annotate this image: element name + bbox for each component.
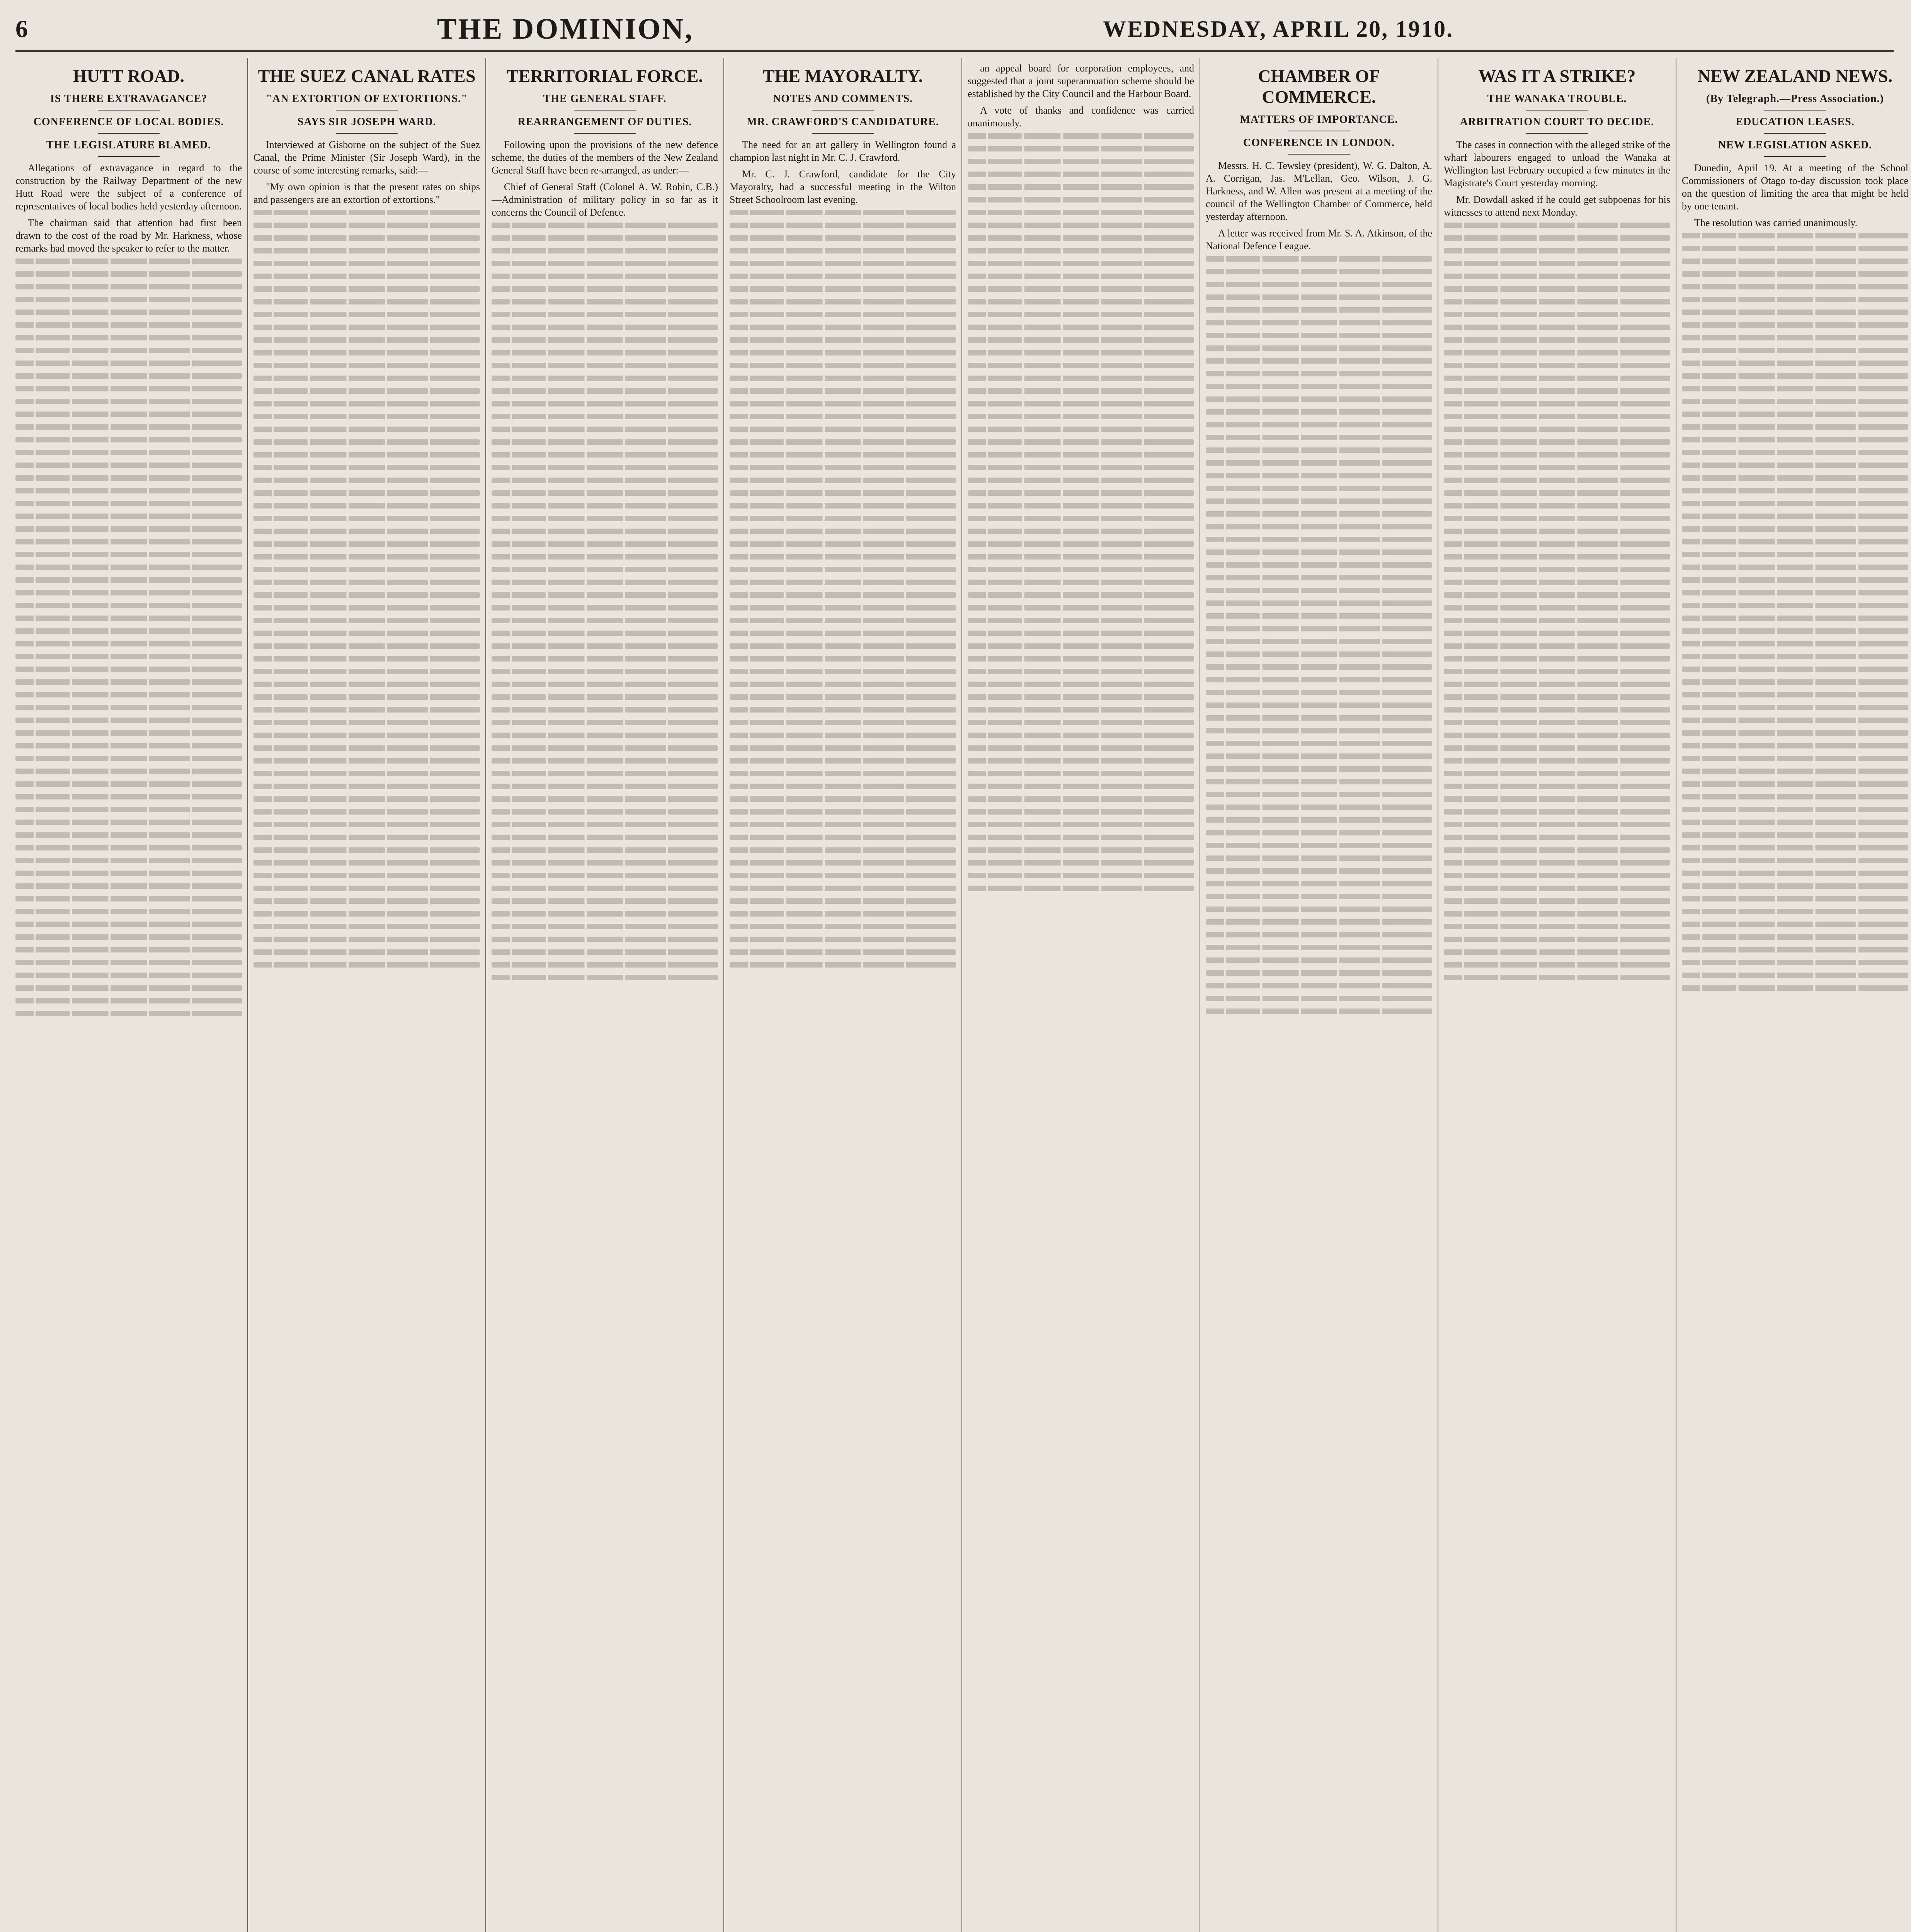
article-subhead: THE GENERAL STAFF. <box>543 93 667 105</box>
column-4 <box>730 62 956 1932</box>
article-headline: WAS IT A STRIKE? <box>1478 66 1636 86</box>
divider <box>1526 110 1588 111</box>
article-subhead: CONFERENCE OF LOCAL BODIES. <box>33 116 224 128</box>
column-7 <box>1444 62 1670 1932</box>
article-headline: THE MAYORALTY. <box>762 66 923 86</box>
article-headline: TERRITORIAL FORCE. <box>507 66 703 86</box>
article-text-block <box>1206 256 1432 1932</box>
column-6 <box>1206 62 1432 1932</box>
issue-date: WEDNESDAY, APRIL 20, 1910. <box>1103 16 1454 42</box>
article-subhead: MR. CRAWFORD'S CANDIDATURE. <box>747 116 939 128</box>
article-subhead: REARRANGEMENT OF DUTIES. <box>517 116 692 128</box>
column-8 <box>1682 62 1908 1932</box>
divider <box>1526 133 1588 134</box>
article-text-block <box>15 259 242 1932</box>
article-text-block <box>492 223 718 1932</box>
article-paragraph: Chief of General Staff (Colonel A. W. Robin, C.B.)—Administration of military policy in so far as it concerns the Council of Defence. <box>492 181 718 218</box>
divider <box>336 133 398 134</box>
column-rule <box>723 58 724 1932</box>
article-subhead: THE WANAKA TROUBLE. <box>1487 93 1627 105</box>
article-paragraph: "My own opinion is that the present rates on ships and passengers are an extortion of extortions." <box>254 181 480 205</box>
masthead <box>15 8 1894 52</box>
article-paragraph: Following upon the provisions of the new defence scheme, the duties of the members of the New Zealand General Staff have been re-arranged, as under:— <box>492 139 718 176</box>
article-subhead: EDUCATION LEASES. <box>1736 116 1855 128</box>
divider <box>812 133 874 134</box>
divider <box>336 110 398 111</box>
column-rule <box>485 58 486 1932</box>
article-subhead: MATTERS OF IMPORTANCE. <box>1240 114 1398 126</box>
column-1 <box>15 62 242 1932</box>
page-number: 6 <box>15 15 28 43</box>
column-5 <box>968 62 1194 1932</box>
article-paragraph: A vote of thanks and confidence was carried unanimously. <box>968 105 1194 129</box>
column-2 <box>254 62 480 1932</box>
divider <box>98 110 160 111</box>
article-paragraph: Messrs. H. C. Tewsley (president), W. G. Dalton, A. A. Corrigan, Jas. M'Lellan, Geo. Wilson, J. G. Harkness, and W. Allen was present at a meeting of the council of the Wellington Chamber of Commerce, held yesterday afternoon. <box>1206 160 1432 222</box>
article-text-block <box>254 210 480 1932</box>
article-subhead: ARBITRATION COURT TO DECIDE. <box>1460 116 1654 128</box>
article-paragraph: A letter was received from Mr. S. A. Atkinson, of the National Defence League. <box>1206 228 1432 252</box>
column-rule <box>247 58 248 1932</box>
article-subhead: THE LEGISLATURE BLAMED. <box>46 139 211 151</box>
divider <box>574 133 636 134</box>
divider <box>574 110 636 111</box>
article-headline: NEW ZEALAND NEWS. <box>1698 66 1892 86</box>
divider <box>1764 110 1826 111</box>
divider <box>812 110 874 111</box>
article-headline: CHAMBER OF COMMERCE. <box>1258 66 1380 107</box>
article-subhead: NEW LEGISLATION ASKED. <box>1718 139 1872 151</box>
article-subhead: NOTES AND COMMENTS. <box>773 93 913 105</box>
divider <box>98 156 160 157</box>
article-text-block <box>730 210 956 1932</box>
article-paragraph: Allegations of extravagance in regard to the construction by the Railway Department of the new Hutt Road were the subject of a conference of representatives of local bodies held yesterday afternoon. <box>15 162 242 212</box>
article-paragraph: Mr. Dowdall asked if he could get subpoenas for his witnesses to attend next Monday. <box>1444 194 1670 218</box>
article-subhead: CONFERENCE IN LONDON. <box>1243 137 1395 149</box>
divider <box>98 133 160 134</box>
article-text-block <box>1682 233 1908 1932</box>
article-subhead: (By Telegraph.—Press Association.) <box>1706 93 1884 105</box>
divider <box>1764 156 1826 157</box>
article-paragraph: The need for an art gallery in Wellington found a champion last night in Mr. C. J. Crawford. <box>730 139 956 163</box>
article-headline: HUTT ROAD. <box>73 66 184 86</box>
article-text-block <box>968 133 1194 1932</box>
article-subhead: IS THERE EXTRAVAGANCE? <box>50 93 208 105</box>
article-paragraph: The cases in connection with the alleged strike of the wharf labourers engaged to unload the Wanaka at Wellington last February occupied a few minutes in the Magistrate's Court yesterday morning. <box>1444 139 1670 189</box>
article-paragraph: Mr. C. J. Crawford, candidate for the City Mayoralty, had a successful meeting in the Wilton Street Schoolroom last evening. <box>730 168 956 205</box>
article-paragraph: The chairman said that attention had first been drawn to the cost of the road by Mr. Harkness, whose remarks had moved the speaker to refer to the matter. <box>15 217 242 254</box>
article-subhead: SAYS SIR JOSEPH WARD. <box>297 116 436 128</box>
article-paragraph: an appeal board for corporation employees, and suggested that a joint superannuation scheme should be established by the City Council and the Harbour Board. <box>968 63 1194 99</box>
article-headline: THE SUEZ CANAL RATES <box>258 66 476 86</box>
column-rule <box>961 58 962 1932</box>
divider <box>1764 133 1826 134</box>
article-text-block <box>1444 223 1670 1932</box>
article-subhead: "AN EXTORTION OF EXTORTIONS." <box>266 93 468 105</box>
divider <box>1288 154 1350 155</box>
column-3 <box>492 62 718 1932</box>
article-paragraph: The resolution was carried unanimously. <box>1694 217 1858 228</box>
article-paragraph: Interviewed at Gisborne on the subject of the Suez Canal, the Prime Minister (Sir Joseph Ward), in the course of some interesting remarks, said:— <box>254 139 480 176</box>
newspaper-title: THE DOMINION, <box>437 12 694 45</box>
article-paragraph: Dunedin, April 19. At a meeting of the School Commissioners of Otago to-day discussion took place on the question of limiting the area that might be held by one tenant. <box>1682 162 1908 212</box>
